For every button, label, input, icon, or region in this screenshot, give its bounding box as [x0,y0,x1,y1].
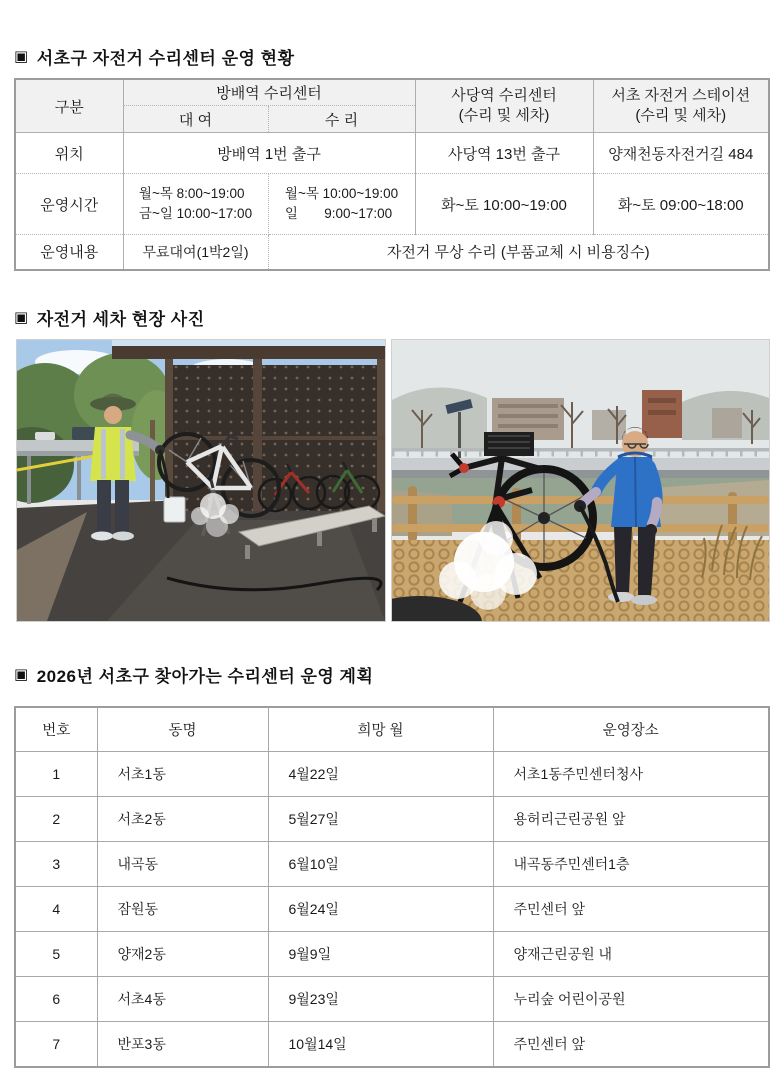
repair-center-status-table [14,78,770,271]
square-bullet-icon: ▣ [14,665,29,683]
table-row [15,842,769,887]
header-bangbae: 방배역 수리센터 [123,79,415,106]
location-station: 양재천동자전거길 484 [593,133,769,174]
row-label-location: 위치 [15,133,123,174]
section2-title [14,305,768,330]
cell-place: 주민센터 앞 [493,887,769,932]
hours-rental [123,174,268,235]
hours-station: 화~토 09:00~18:00 [593,174,769,235]
cell-place: 주민센터 앞 [493,1022,769,1067]
cell-no: 2 [15,797,97,842]
cell-place: 서초1동주민센터청사 [493,752,769,797]
content-rental: 무료대여(1박2일) [123,235,268,270]
photo-bike-washing-shelter [16,339,386,622]
plan-header-dong: 동명 [97,707,268,752]
cell-month: 9월9일 [268,932,493,977]
header-sadang-line1: 사당역 수리센터 [451,86,557,104]
hours-repair-line2: 일 9:00~17:00 [284,206,393,221]
cell-place: 누리숲 어린이공원 [493,977,769,1022]
cell-no: 3 [15,842,97,887]
hours-rental-line2: 금~일 10:00~17:00 [138,206,253,221]
cell-dong: 잠원동 [97,887,268,932]
cell-month: 10월14일 [268,1022,493,1067]
header-station-line2: (수리 및 세차) [635,107,727,124]
cell-month: 6월10일 [268,842,493,887]
cell-no: 5 [15,932,97,977]
table-row [15,887,769,932]
cell-month: 4월22일 [268,752,493,797]
photo-strip [16,339,768,622]
section2-title-text: 자전거 세차 현장 사진 [36,309,205,329]
cell-place: 양재근린공원 내 [493,932,769,977]
cell-dong: 반포3동 [97,1022,268,1067]
hours-repair-line1: 월~목 10:00~19:00 [284,185,399,201]
cell-dong: 양재2동 [97,932,268,977]
cell-month: 9월23일 [268,977,493,1022]
section3-title-text: 2026년 서초구 찾아가는 수리센터 운영 계획 [36,666,374,686]
cell-dong: 내곡동 [97,842,268,887]
hours-sadang: 화~토 10:00~19:00 [415,174,593,235]
header-station-line1: 서초 자전거 스테이션 [611,86,751,104]
square-bullet-icon: ▣ [14,308,29,326]
table-row [15,752,769,797]
cell-dong: 서초4동 [97,977,268,1022]
table-row [15,797,769,842]
row-label-hours: 운영시간 [15,174,123,235]
header-repair: 수 리 [268,106,415,133]
cell-place: 내곡동주민센터1층 [493,842,769,887]
cell-no: 4 [15,887,97,932]
table-row [15,932,769,977]
section1-title [14,44,768,69]
section1-title-text: 서초구 자전거 수리센터 운영 현황 [36,49,295,68]
header-station [593,79,769,133]
location-bangbae: 방배역 1번 출구 [123,133,415,174]
photo-left-scene [17,340,385,621]
header-sadang-line2: (수리 및 세차) [458,107,550,124]
cell-no: 1 [15,752,97,797]
hours-rental-line1: 월~목 8:00~19:00 [138,185,245,201]
cell-place: 용허리근린공원 앞 [493,797,769,842]
plan-header-row [15,707,769,752]
cell-month: 6월24일 [268,887,493,932]
plan-header-place: 운영장소 [493,707,769,752]
photo-right-scene [392,340,769,621]
table-row [15,977,769,1022]
cell-no: 6 [15,977,97,1022]
content-repair: 자전거 무상 수리 (부품교체 시 비용징수) [268,235,769,270]
cell-dong: 서초1동 [97,752,268,797]
section3-title [14,662,768,687]
plan-header-month: 희망 월 [268,707,493,752]
row-label-content: 운영내용 [15,235,123,270]
plan-header-no: 번호 [15,707,97,752]
square-bullet-icon: ▣ [14,48,29,65]
hours-repair [268,174,415,235]
header-rental: 대 여 [123,106,268,133]
photo-bike-steam-cleaning [391,339,770,622]
table-row [15,1022,769,1067]
cell-dong: 서초2동 [97,797,268,842]
cell-month: 5월27일 [268,797,493,842]
cell-no: 7 [15,1022,97,1067]
document-body [14,0,768,1068]
header-sadang [415,79,593,133]
bucket [164,497,185,522]
header-gubun: 구분 [15,79,123,133]
location-sadang: 사당역 13번 출구 [415,133,593,174]
visiting-repair-plan-table [14,706,770,1068]
